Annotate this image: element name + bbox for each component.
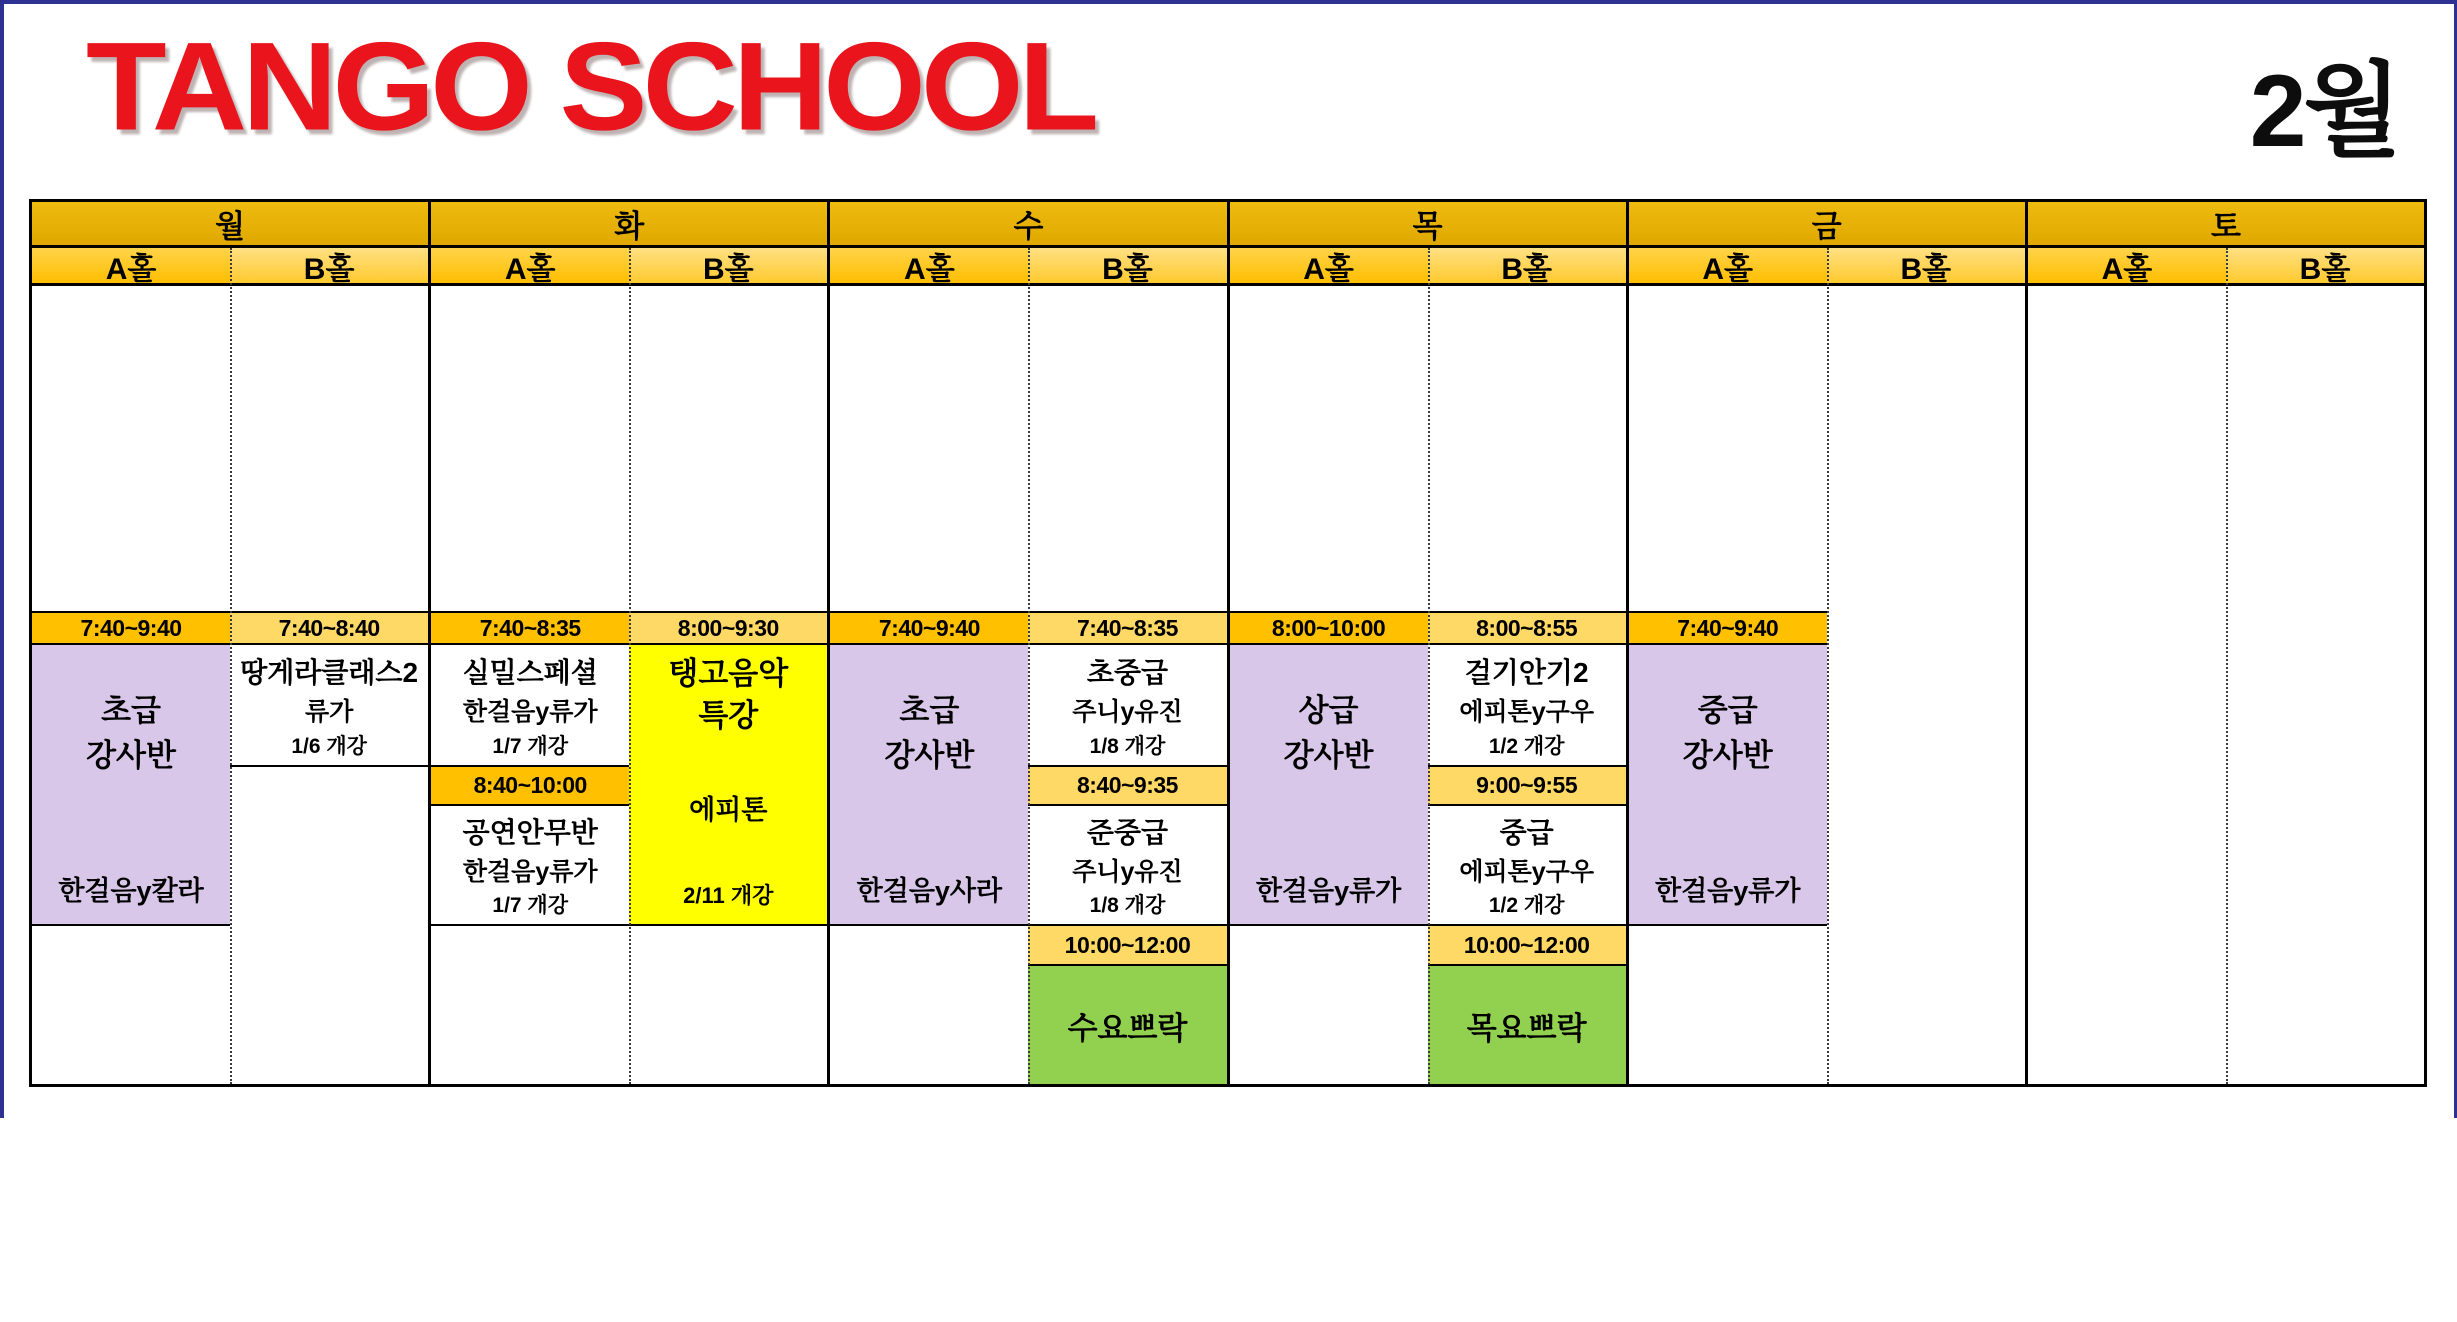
class-teacher: 한걸음y사라 — [856, 876, 1003, 906]
class-cell — [230, 643, 428, 765]
class-level: 초급 — [101, 693, 161, 728]
class-teacher: 주니y유진 — [1072, 858, 1183, 886]
day-column-sat — [2028, 202, 2424, 1084]
day-header: 금 — [1629, 202, 2025, 248]
class-cell-instructor — [830, 643, 1028, 924]
hall-header-a: A홀 — [32, 248, 230, 286]
class-cell-instructor — [1230, 643, 1428, 924]
class-start-date: 1/8 개강 — [1089, 894, 1166, 917]
hall-header-a: A홀 — [431, 248, 629, 286]
month-label: 2월 — [2249, 54, 2399, 168]
class-type: 강사반 — [1283, 737, 1374, 773]
tango-school-logo: TANGO SCHOOL — [86, 16, 1095, 157]
class-title: 공연안무반 — [462, 817, 598, 848]
hall-header-b: B홀 — [2226, 248, 2424, 286]
time-slot: 7:40~8:35 — [1028, 611, 1226, 643]
class-level: 상급 — [1298, 693, 1359, 728]
day-header: 월 — [32, 202, 428, 248]
day-column-tue — [431, 202, 830, 1084]
class-type: 강사반 — [1682, 737, 1773, 773]
hall-divider — [2226, 248, 2228, 1084]
hall-divider — [1827, 248, 1829, 1084]
practica-cell: 목요쁘락 — [1428, 964, 1626, 1084]
class-teacher: 한걸음y류가 — [462, 698, 598, 726]
special-class-cell — [629, 643, 827, 924]
time-slot: 9:00~9:55 — [1428, 765, 1626, 804]
class-start-date: 1/8 개강 — [1089, 734, 1166, 758]
class-teacher: 류가 — [304, 698, 354, 726]
class-cell-instructor — [1629, 643, 1827, 924]
special-teacher: 에피톤 — [689, 795, 768, 826]
class-start-date: 1/2 개강 — [1488, 734, 1565, 758]
time-slot: 8:40~9:35 — [1028, 765, 1226, 804]
time-slot: 7:40~8:35 — [431, 611, 629, 643]
empty-cell — [629, 924, 827, 1084]
class-level: 중급 — [1697, 693, 1758, 728]
class-teacher: 에피톤y구우 — [1459, 858, 1594, 886]
empty-cell — [32, 924, 230, 1084]
class-teacher: 한걸음y류가 — [1655, 876, 1801, 906]
time-slot: 10:00~12:00 — [1028, 924, 1226, 964]
hall-header-a: A홀 — [1230, 248, 1428, 286]
empty-cell — [830, 924, 1028, 1084]
empty-cell — [230, 765, 428, 1084]
class-start-date: 1/6 개강 — [291, 734, 367, 758]
class-title: 실밀스페셜 — [462, 656, 598, 688]
class-cell-instructor — [32, 643, 230, 924]
hall-header-b: B홀 — [1428, 248, 1626, 286]
day-header: 토 — [2028, 202, 2424, 248]
special-title-line1: 탱고음악 — [668, 656, 789, 691]
class-teacher: 한걸음y류가 — [1255, 876, 1402, 906]
hall-header-a: A홀 — [2028, 248, 2226, 286]
day-header: 수 — [830, 202, 1226, 248]
class-teacher: 주니y유진 — [1072, 698, 1183, 726]
class-start-date: 1/7 개강 — [492, 734, 569, 758]
day-column-fri — [1629, 202, 2028, 1084]
hall-header-a: A홀 — [830, 248, 1028, 286]
slide-border-left — [0, 0, 4, 1118]
class-cell — [431, 804, 629, 924]
special-title — [668, 653, 788, 737]
time-slot: 8:00~9:30 — [629, 611, 827, 643]
class-cell — [431, 643, 629, 765]
hall-header-b: B홀 — [230, 248, 428, 286]
day-column-mon — [32, 202, 431, 1084]
hall-header-b: B홀 — [1827, 248, 2025, 286]
special-start-date: 2/11 개강 — [683, 883, 774, 908]
time-slot: 7:40~8:40 — [230, 611, 428, 643]
time-slot: 7:40~9:40 — [830, 611, 1028, 643]
empty-cell — [1629, 924, 1827, 1084]
empty-cell — [431, 924, 629, 1084]
class-teacher: 한걸음y칼라 — [58, 876, 204, 906]
class-cell — [1028, 804, 1226, 924]
time-slot: 8:00~8:55 — [1428, 611, 1626, 643]
time-slot: 7:40~9:40 — [32, 611, 230, 643]
class-type: 강사반 — [86, 737, 176, 773]
class-type: 강사반 — [884, 737, 975, 773]
day-column-thu — [1230, 202, 1629, 1084]
hall-header-b: B홀 — [629, 248, 827, 286]
hall-header-b: B홀 — [1028, 248, 1226, 286]
class-level: 초급 — [899, 693, 960, 728]
special-title-line2: 특강 — [698, 697, 759, 733]
empty-cell — [1230, 924, 1428, 1084]
day-column-wed — [830, 202, 1229, 1084]
class-start-date: 1/2 개강 — [1488, 894, 1565, 917]
class-title: 땅게라클래스2 — [240, 656, 419, 688]
class-cell — [1028, 643, 1226, 765]
class-title: 걸기안기2 — [1464, 656, 1589, 688]
time-slot: 10:00~12:00 — [1428, 924, 1626, 964]
class-title: 초중급 — [1086, 656, 1169, 688]
class-cell — [1428, 804, 1626, 924]
time-slot: 8:40~10:00 — [431, 765, 629, 804]
class-teacher: 한걸음y류가 — [462, 858, 598, 886]
day-header: 목 — [1230, 202, 1626, 248]
practica-cell: 수요쁘락 — [1028, 964, 1226, 1084]
hall-header-a: A홀 — [1629, 248, 1827, 286]
time-slot: 7:40~9:40 — [1629, 611, 1827, 643]
class-title: 중급 — [1499, 817, 1554, 848]
schedule-table — [29, 199, 2427, 1087]
class-cell — [1428, 643, 1626, 765]
class-title: 준중급 — [1086, 817, 1169, 848]
slide-border-top — [0, 0, 2457, 4]
day-header: 화 — [431, 202, 827, 248]
class-start-date: 1/7 개강 — [492, 894, 569, 917]
class-teacher: 에피톤y구우 — [1459, 698, 1594, 726]
time-slot: 8:00~10:00 — [1230, 611, 1428, 643]
